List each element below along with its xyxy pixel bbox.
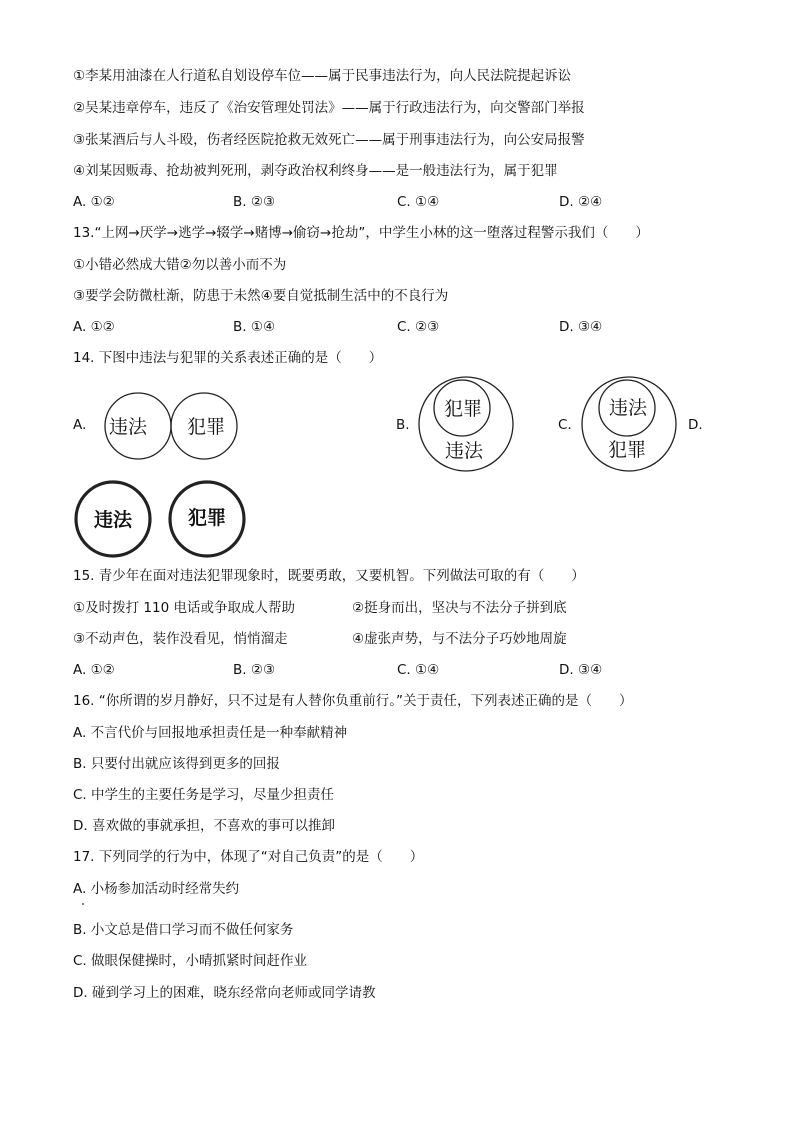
q15-stem: 15. 青少年在面对违法犯罪现象时，既要勇敢，又要机智。下列做法可取的有（ ） (73, 568, 585, 584)
q12-statement-4: ④刘某因贩毒、抢劫被判死刑，剥夺政治权利终身——是一般违法行为，属于犯罪 (73, 163, 558, 179)
q12-statement-3: ③张某酒后与人斗殴，伤者经医院抢救无效死亡——属于刑事违法行为，向公安局报警 (73, 132, 585, 148)
q14-option-b-label: B. (396, 417, 410, 433)
q14-diagram-b (415, 374, 517, 474)
q15-option-c: C. ①④ (397, 662, 440, 678)
q12-option-a: A. ①② (73, 194, 115, 210)
q12-statement-1: ①李某用油漆在人行道私自划设停车位——属于民事违法行为，向人民法院提起诉讼 (73, 68, 572, 84)
q17-option-b: B. 小文总是借口学习而不做任何家务 (73, 922, 294, 938)
q12-option-d: D. ②④ (559, 194, 603, 210)
q16-option-a: A. 不言代价与回报地承担责任是一种奉献精神 (73, 725, 348, 741)
q17-stem: 17. 下列同学的行为中，体现了“对自己负责”的是（ ） (73, 849, 424, 865)
q13-statement-2: ③要学会防微杜渐，防患于未然④要自觉抵制生活中的不良行为 (73, 288, 449, 304)
q14-option-a-label: A. (73, 417, 87, 433)
q12-option-b: B. ②③ (233, 194, 276, 210)
q16-option-d: D. 喜欢做的事就承担，不喜欢的事可以推卸 (73, 818, 335, 834)
q16-option-c: C. 中学生的主要任务是学习，尽量少担责任 (73, 787, 335, 803)
q13-option-b: B. ①④ (233, 319, 276, 335)
q14-option-d-label: D. (688, 417, 703, 433)
diagram-a-text-crime: 犯罪 (186, 416, 226, 438)
q17-option-c: C. 做眼保健操时，小晴抓紧时间赶作业 (73, 953, 308, 969)
q14-diagram-c (578, 374, 680, 474)
q15-statement-2: ②挺身而出，坚决与不法分子拼到底 (352, 600, 567, 616)
diagram-d-text-crime: 犯罪 (187, 507, 227, 529)
q15-option-b: B. ②③ (233, 662, 276, 678)
q12-statement-2: ②吴某违章停车，违反了《治安管理处罚法》——属于行政违法行为，向交警部门举报 (73, 100, 585, 116)
q14-diagram-d (70, 480, 252, 560)
q13-option-a: A. ①② (73, 319, 115, 335)
q13-statement-1: ①小错必然成大错②勿以善小而不为 (73, 257, 287, 273)
q12-option-c: C. ①④ (397, 194, 440, 210)
q15-statement-4: ④虚张声势，与不法分子巧妙地周旋 (352, 631, 567, 647)
q15-statement-1: ①及时拨打 110 电话或争取成人帮助 (73, 600, 295, 616)
diagram-a-text-illegal: 违法 (108, 416, 148, 438)
stray-dot (82, 903, 84, 905)
q14-option-c-label: C. (558, 417, 572, 433)
diagram-b-text-crime: 犯罪 (443, 398, 483, 420)
q15-option-d: D. ③④ (559, 662, 603, 678)
q14-stem: 14. 下图中违法与犯罪的关系表述正确的是（ ） (73, 350, 383, 366)
q14-diagram-a (96, 390, 246, 462)
diagram-b-text-illegal: 违法 (444, 440, 484, 462)
q15-statement-3: ③不动声色，装作没看见，悄悄溜走 (73, 631, 288, 647)
q16-stem: 16. “你所谓的岁月静好，只不过是有人替你负重前行。”关于责任，下列表述正确的是（ ） (73, 693, 633, 709)
q15-option-a: A. ①② (73, 662, 115, 678)
q13-stem: 13.“上网→厌学→逃学→辍学→赌博→偷窃→抢劫”，中学生小林的这一堕落过程警示我们（ ） (73, 225, 649, 241)
q17-option-d: D. 碰到学习上的困难，晓东经常向老师或同学请教 (73, 985, 376, 1001)
q13-option-c: C. ②③ (397, 319, 440, 335)
q13-option-d: D. ③④ (559, 319, 603, 335)
q16-option-b: B. 只要付出就应该得到更多的回报 (73, 756, 280, 772)
diagram-c-text-crime: 犯罪 (607, 439, 647, 461)
diagram-c-text-illegal: 违法 (608, 397, 648, 419)
diagram-d-text-illegal: 违法 (93, 509, 133, 531)
q17-option-a: A. 小杨参加活动时经常失约 (73, 881, 240, 897)
